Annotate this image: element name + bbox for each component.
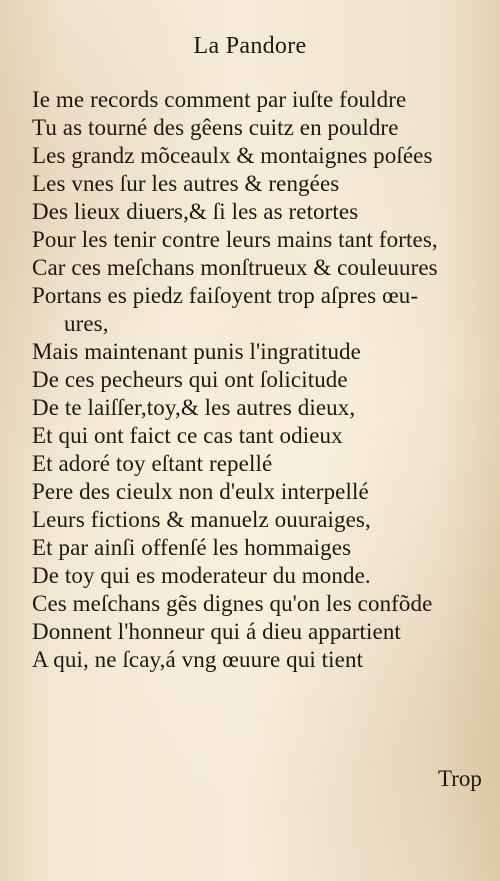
- verse-line: Car ces meſchans monſtrueux & couleuures: [32, 255, 438, 280]
- running-head: La Pandore: [193, 33, 307, 59]
- verse-line: A qui, ne ſcay,á vng œuure qui tient: [32, 647, 364, 672]
- verse-line-continuation: ures,: [64, 311, 109, 336]
- verse-line: De te laiſſer,toy,& les autres dieux,: [32, 395, 356, 420]
- verse-line: Portans es piedz faiſoyent trop aſpres œu-: [32, 283, 419, 308]
- verse-line: Et par ainſi offenſé les hommaiges: [32, 535, 352, 560]
- verse-line: Ie me records comment par iuſte fouldre: [32, 87, 407, 112]
- verse-line: Des lieux diuers,& ſi les as retortes: [32, 199, 359, 224]
- verse-line: Leurs fictions & manuelz ouuraiges,: [32, 507, 371, 532]
- catchword: Trop: [438, 766, 482, 791]
- verse-line: Pour les tenir contre leurs mains tant fortes,: [32, 227, 438, 252]
- verse-text-block: [32, 86, 492, 674]
- verse-line: Pere des cieulx non d'eulx interpellé: [32, 479, 369, 504]
- verse-line: Les grandz mõceaulx & montaignes poſées: [32, 143, 433, 168]
- verse-line: Ces meſchans gẽs dignes qu'on les confõde: [32, 591, 433, 616]
- verse-line: Les vnes ſur les autres & rengées: [32, 171, 340, 196]
- verse-line: De ces pecheurs qui ont ſolicitude: [32, 367, 348, 392]
- verse-line: Et qui ont faict ce cas tant odieux: [32, 423, 343, 448]
- verse-line: De toy qui es moderateur du monde.: [32, 563, 371, 588]
- verse-line: Et adoré toy eſtant repellé: [32, 451, 273, 476]
- verse-line: Donnent l'honneur qui á dieu appartient: [32, 619, 401, 644]
- verse-line: Tu as tourné des gêens cuitz en pouldre: [32, 115, 399, 140]
- verse-line: Mais maintenant punis l'ingratitude: [32, 339, 361, 364]
